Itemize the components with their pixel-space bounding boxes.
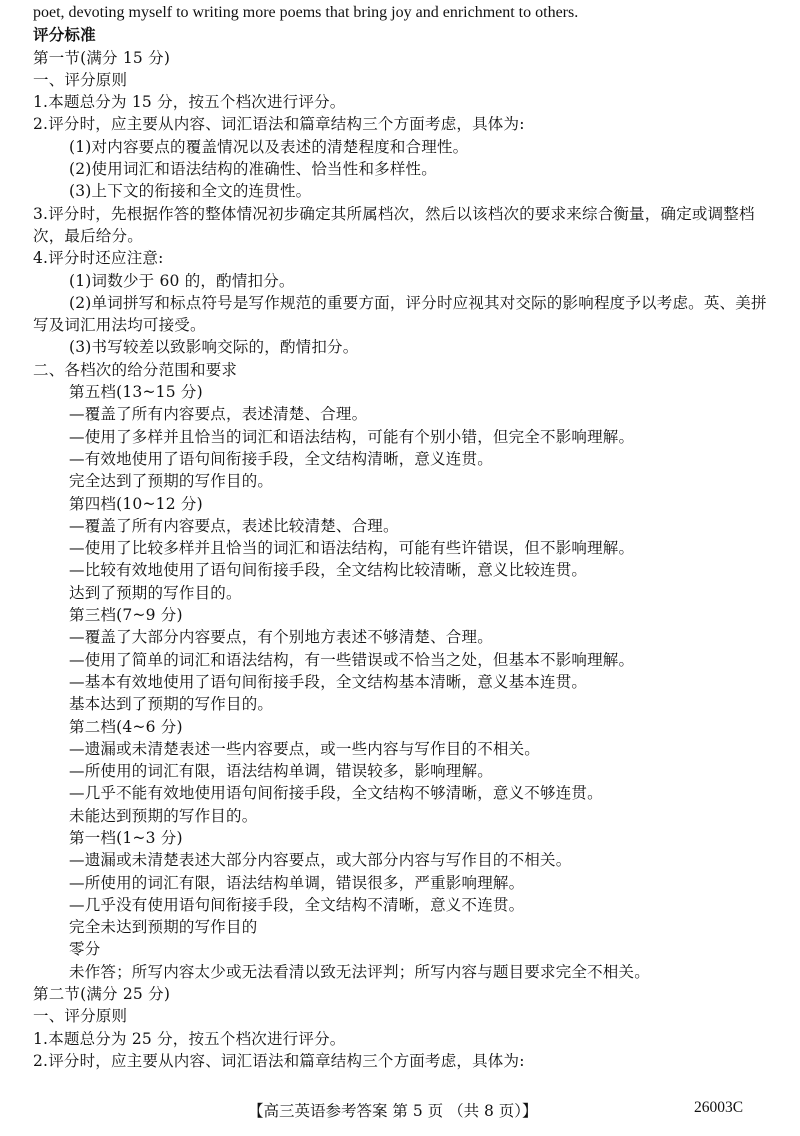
grade-conclusion: 基本达到了预期的写作目的。	[69, 695, 274, 714]
principle-item: 4.评分时还应注意:	[33, 249, 164, 268]
grade-criterion: —所使用的词汇有限，语法结构单调，错误较多，影响理解。	[69, 762, 493, 781]
principle-subitem: (2)使用词汇和语法结构的准确性、恰当性和多样性。	[69, 160, 437, 179]
grade-criterion: —有效地使用了语句间衔接手段，全文结构清晰，意义连贯。	[69, 449, 493, 468]
grade-five-heading: 第五档(13~15 分)	[69, 383, 203, 402]
grade-conclusion: 完全达到了预期的写作目的。	[69, 472, 274, 491]
page-footer	[0, 1099, 800, 1125]
principle-subitem: (1)对内容要点的覆盖情况以及表述的清楚程度和合理性。	[69, 137, 469, 156]
grade-criterion: —覆盖了所有内容要点，表述清楚、合理。	[69, 405, 368, 424]
principle-subitem: (2)单词拼写和标点符号是写作规范的重要方面，评分时应视其对交际的影响程度予以考虑。英、美拼写及词汇用法均可接受。	[33, 293, 767, 335]
principle-subitem: (1)词数少于 60 的，酌情扣分。	[69, 271, 295, 290]
grade-criterion: —覆盖了所有内容要点，表述比较清楚、合理。	[69, 516, 399, 535]
grade-criterion: —使用了比较多样并且恰当的词汇和语法结构，可能有些许错误，但不影响理解。	[69, 539, 635, 558]
grade-one-heading: 第一档(1~3 分)	[69, 828, 183, 847]
grade-criterion: —比较有效地使用了语句间衔接手段，全文结构比较清晰，意义比较连贯。	[69, 561, 588, 580]
grade-criterion: —遗漏或未清楚表述一些内容要点，或一些内容与写作目的不相关。	[69, 739, 541, 758]
grade-criterion: —覆盖了大部分内容要点，有个别地方表述不够清楚、合理。	[69, 628, 493, 647]
principle-subitem: (3)书写较差以致影响交际的，酌情扣分。	[69, 338, 359, 357]
grade-criterion: —基本有效地使用了语句间衔接手段，全文结构基本清晰，意义基本连贯。	[69, 672, 588, 691]
grade-criterion: —遗漏或未清楚表述大部分内容要点，或大部分内容与写作目的不相关。	[69, 851, 572, 870]
page-number-label: 【高三英语参考答案 第 5 页 （共 8 页）】	[248, 1102, 538, 1120]
principle-item: 1.本题总分为 15 分，按五个档次进行评分。	[33, 93, 346, 112]
scoring-standard-heading: 评分标准	[33, 25, 96, 45]
grade-criterion: —几乎不能有效地使用语句间衔接手段，全文结构不够清晰，意义不够连贯。	[69, 784, 603, 803]
grade-zero-heading: 零分	[69, 940, 101, 959]
principle-item: 2.评分时，应主要从内容、词汇语法和篇章结构三个方面考虑，具体为:	[33, 115, 525, 134]
grade-criterion: —使用了多样并且恰当的词汇和语法结构，可能有个别小错，但完全不影响理解。	[69, 427, 635, 446]
scoring-principles-heading: 一、评分原则	[33, 70, 128, 89]
grade-conclusion: 完全未达到预期的写作目的	[69, 918, 258, 937]
section-two-heading: 第二节(满分 25 分)	[33, 985, 171, 1004]
grade-four-heading: 第四档(10~12 分)	[69, 494, 203, 513]
grade-criterion: —使用了简单的词汇和语法结构，有一些错误或不恰当之处，但基本不影响理解。	[69, 650, 635, 669]
answer-document	[33, 2, 773, 1072]
principle-subitem: (3)上下文的衔接和全文的连贯性。	[69, 182, 312, 201]
grade-criterion: —几乎没有使用语句间衔接手段，全文结构不清晰，意义不连贯。	[69, 895, 525, 914]
grade-conclusion: 达到了预期的写作目的。	[69, 583, 242, 602]
scoring-principles-heading: 一、评分原则	[33, 1007, 128, 1026]
grade-conclusion: 未能达到预期的写作目的。	[69, 806, 258, 825]
principle-item: 2.评分时，应主要从内容、词汇语法和篇章结构三个方面考虑，具体为:	[33, 1051, 525, 1070]
essay-closing-line: poet, devoting myself to writing more poems that bring joy and enrichment to others.	[33, 4, 579, 21]
grade-criterion: —所使用的词汇有限，语法结构单调，错误很多，严重影响理解。	[69, 873, 525, 892]
section-one-heading: 第一节(满分 15 分)	[33, 48, 171, 67]
grade-criterion: 未作答；所写内容太少或无法看清以致无法评判；所写内容与题目要求完全不相关。	[69, 962, 650, 981]
principle-item: 1.本题总分为 25 分，按五个档次进行评分。	[33, 1029, 346, 1048]
grade-three-heading: 第三档(7~9 分)	[69, 606, 183, 625]
principle-item: 3.评分时，先根据作答的整体情况初步确定其所属档次，然后以该档次的要求来综合衡量，确定或调整档次，最后给分。	[33, 204, 755, 245]
grade-two-heading: 第二档(4~6 分)	[69, 717, 183, 736]
document-code: 26003C	[694, 1099, 744, 1116]
grade-ranges-heading: 二、各档次的给分范围和要求	[33, 360, 238, 379]
